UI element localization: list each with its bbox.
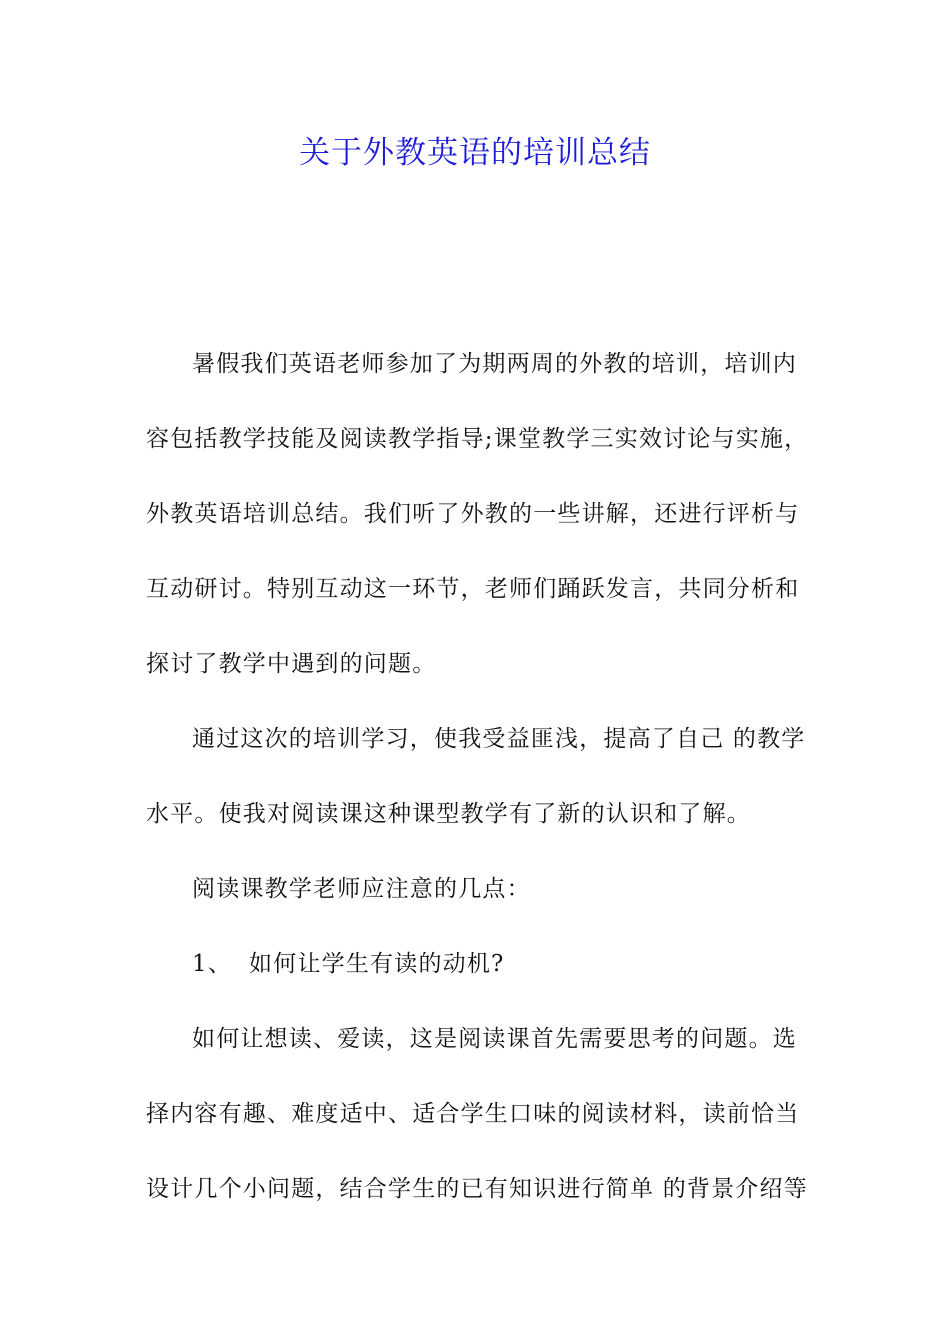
numbered-heading-1: [146, 940, 808, 989]
paragraph-line: 阅读课教学老师应注意的几点：: [192, 876, 531, 902]
paragraph-line: 1、 如何让学生有读的动机?: [192, 951, 505, 977]
document-title: 关于外教英语的培训总结: [299, 135, 651, 171]
paragraph-line: 如何让想读、爱读，这是阅读课首先需要思考的问题。选: [192, 1026, 797, 1052]
paragraph-line: 容包括教学技能及阅读教学指导;课堂教学三实效讨论与实施，: [146, 426, 809, 452]
document-body: [146, 340, 808, 1214]
paragraph-line: 设计几个小问题，结合学生的已有知识进行简单 的背景介绍等: [146, 1176, 808, 1202]
paragraph-line: 通过这次的培训学习，使我受益匪浅，提高了自己 的教学: [192, 726, 806, 752]
paragraph-line: 外教英语培训总结。我们听了外教的一些讲解，还进行评析与: [146, 501, 800, 527]
paragraph-1: [146, 340, 808, 689]
paragraph-2: [146, 715, 808, 839]
paragraph-5: [146, 1015, 808, 1214]
paragraph-line: 探讨了教学中遇到的问题。: [146, 651, 437, 677]
paragraph-line: 择内容有趣、难度适中、适合学生口味的阅读材料，读前恰当: [146, 1101, 800, 1127]
paragraph-line: 互动研讨。特别互动这一环节，老师们踊跃发言，共同分析和: [146, 576, 800, 602]
paragraph-line: 水平。使我对阅读课这种课型教学有了新的认识和了解。: [146, 801, 751, 827]
paragraph-3: [146, 865, 808, 914]
paragraph-line: 暑假我们英语老师参加了为期两周的外教的培训，培训内: [192, 351, 797, 377]
